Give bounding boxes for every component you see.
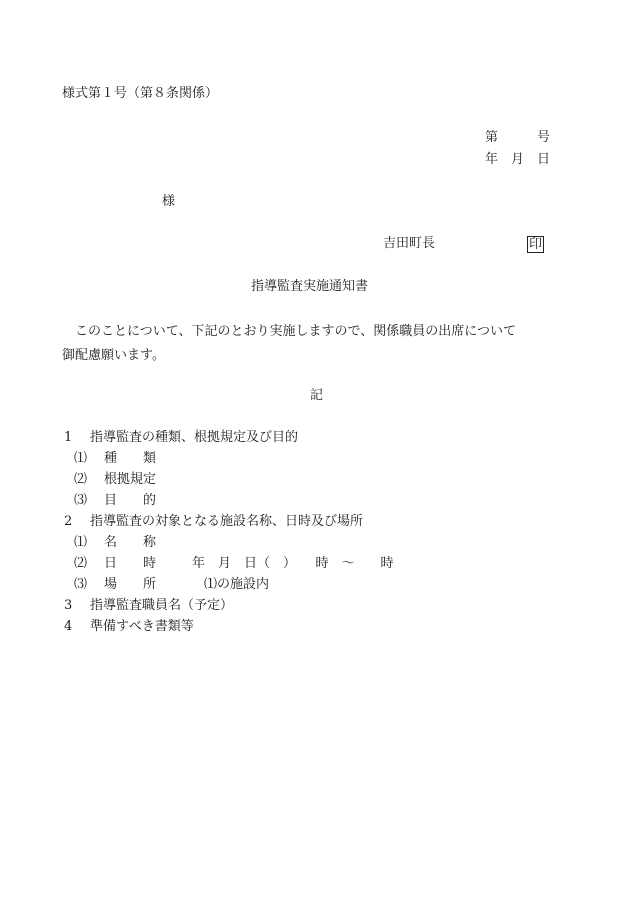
date-line: 年 月 日: [485, 152, 551, 167]
body-line-2: 御配慮願います。: [62, 348, 165, 363]
form-label: 様式第１号（第８条関係）: [62, 86, 219, 101]
addressee-suffix: 様: [162, 194, 176, 209]
document-title: 指導監査実施通知書: [251, 279, 369, 294]
sender-name: 吉田町長: [383, 236, 436, 251]
body-line-1: このことについて、下記のとおり実施しますので、関係職員の出席について: [75, 324, 516, 339]
body-paragraph: [62, 320, 582, 368]
seal-box: 印: [529, 237, 543, 252]
ki-heading: 記: [310, 388, 324, 403]
reference-number: 第 号: [485, 130, 551, 145]
seal-mark: [527, 236, 544, 253]
document-page: 様式第１号（第８条関係） 第 号 年 月 日 様 吉田町長 印 指導監査実施通知書 このことについて、下記のとおり実施しますので、関係職員の出席について 御配慮願います。 記 1 指導監査の種類、根拠規定及び目的 ⑴ 種 類 ⑵ 根拠規定 ⑶ 目 的 2 指導監査の対象となる施設名称、日時及び場所 ⑴ 名 称 ⑵ 日 時 年 月 日（ ） 時 〜 時 ⑶ 場 所 ⑴の施設内 3 指導監査職員名（予定） 4 準備すべき書類等: [0, 0, 630, 915]
